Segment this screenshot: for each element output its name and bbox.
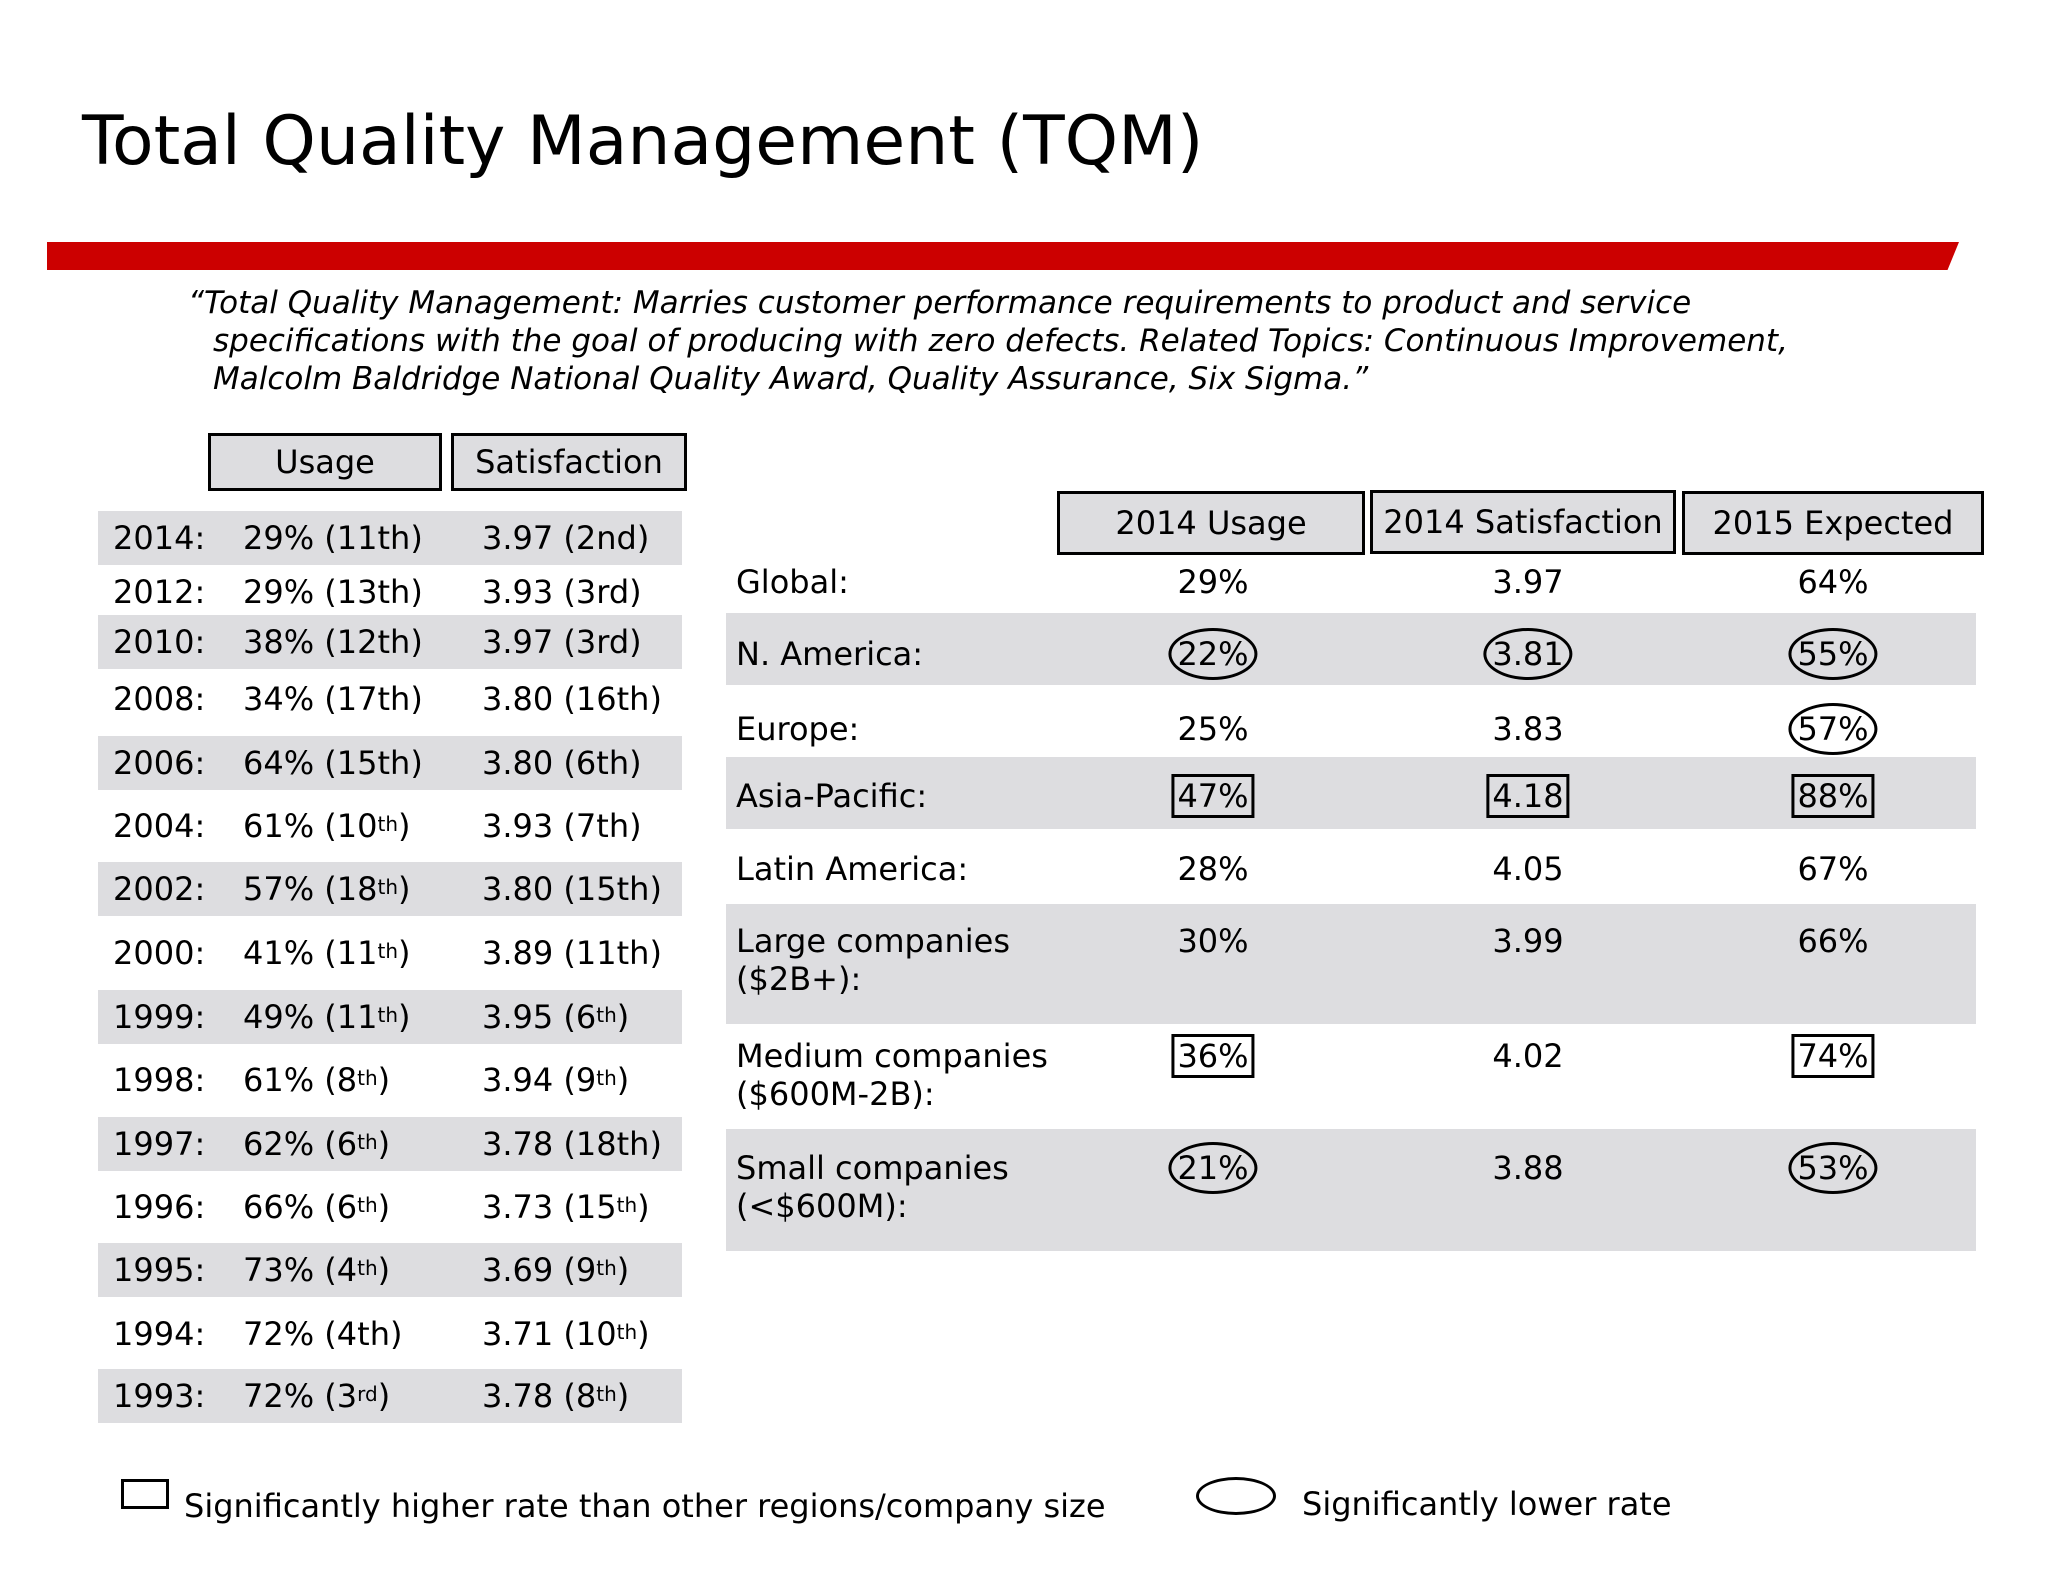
- history-usage: 61% (10th): [243, 807, 411, 845]
- region-label: Medium companies ($600M-2B):: [736, 1037, 1048, 1113]
- history-satisfaction: 3.93 (7th): [482, 807, 642, 845]
- quote-line: “Total Quality Management: Marries customer performance requirements to product and service: [188, 285, 1692, 321]
- region-usage-value: 22%: [1168, 635, 1257, 673]
- region-expected-value: 74%: [1791, 1037, 1874, 1075]
- history-year: 1993:: [113, 1377, 206, 1415]
- region-row: [726, 832, 1976, 902]
- region-label: Europe:: [736, 710, 860, 748]
- history-usage: 61% (8th): [243, 1061, 391, 1099]
- history-usage: 29% (13th): [243, 573, 423, 611]
- region-usage-value: 47%: [1171, 777, 1254, 815]
- region-satisfaction-value: 3.81: [1483, 635, 1572, 673]
- quote-line: specifications with the goal of producing with zero defects. Related Topics: Continuous Improvement,: [213, 323, 1788, 359]
- region-header-satisfaction: 2014 Satisfaction: [1370, 490, 1676, 554]
- region-expected-value: 55%: [1788, 635, 1877, 673]
- region-expected-value: 66%: [1797, 922, 1869, 960]
- region-expected-value: 64%: [1797, 563, 1869, 601]
- history-year: 2014:: [113, 519, 206, 557]
- region-row: [726, 613, 1976, 685]
- region-label: Small companies (<$600M):: [736, 1149, 1009, 1225]
- history-satisfaction: 3.80 (6th): [482, 744, 642, 782]
- history-row: [98, 926, 682, 980]
- region-satisfaction-value: 4.18: [1486, 777, 1569, 815]
- history-row: [98, 672, 682, 726]
- legend-oval-symbol: [1196, 1477, 1276, 1515]
- page-title: Total Quality Management (TQM): [82, 102, 1204, 181]
- history-row: [98, 1117, 682, 1171]
- history-year: 2010:: [113, 623, 206, 661]
- history-header-usage: Usage: [208, 433, 442, 491]
- history-satisfaction: 3.97 (3rd): [482, 623, 642, 661]
- history-usage: 29% (11th): [243, 519, 423, 557]
- history-row: [98, 1180, 682, 1234]
- history-usage: 34% (17th): [243, 680, 423, 718]
- region-satisfaction-value: 3.97: [1492, 563, 1564, 601]
- history-satisfaction: 3.80 (15th): [482, 870, 662, 908]
- quote-line: Malcolm Baldridge National Quality Award, Quality Assurance, Six Sigma.”: [213, 361, 1369, 397]
- region-expected-value: 57%: [1788, 710, 1877, 748]
- history-satisfaction: 3.73 (15th): [482, 1188, 650, 1226]
- history-satisfaction: 3.80 (16th): [482, 680, 662, 718]
- region-usage-value: 28%: [1177, 850, 1249, 888]
- legend-higher-label: Significantly higher rate than other regions/company size: [184, 1487, 1106, 1525]
- history-usage: 57% (18th): [243, 870, 411, 908]
- history-usage: 72% (4th): [243, 1315, 403, 1353]
- history-usage: 41% (11th): [243, 934, 411, 972]
- history-year: 2012:: [113, 573, 206, 611]
- history-row: [98, 511, 682, 565]
- history-row: [98, 799, 682, 853]
- history-row: [98, 990, 682, 1044]
- history-usage: 66% (6th): [243, 1188, 391, 1226]
- history-year: 2000:: [113, 934, 206, 972]
- region-row: [726, 904, 1976, 1024]
- region-satisfaction-value: 4.05: [1492, 850, 1564, 888]
- history-year: 1996:: [113, 1188, 206, 1226]
- history-year: 1999:: [113, 998, 206, 1036]
- region-row: [726, 757, 1976, 829]
- region-expected-value: 88%: [1791, 777, 1874, 815]
- legend-box-symbol: [121, 1479, 169, 1509]
- region-header-expected: 2015 Expected: [1682, 491, 1984, 555]
- region-label: Asia-Pacific:: [736, 777, 928, 815]
- history-satisfaction: 3.71 (10th): [482, 1315, 650, 1353]
- region-usage-value: 36%: [1171, 1037, 1254, 1075]
- history-satisfaction: 3.95 (6th): [482, 998, 630, 1036]
- history-usage: 49% (11th): [243, 998, 411, 1036]
- history-row: [98, 615, 682, 669]
- region-usage-value: 25%: [1177, 710, 1249, 748]
- history-year: 2004:: [113, 807, 206, 845]
- region-satisfaction-value: 3.99: [1492, 922, 1564, 960]
- history-satisfaction: 3.69 (9th): [482, 1251, 630, 1289]
- region-usage-value: 29%: [1177, 563, 1249, 601]
- history-satisfaction: 3.97 (2nd): [482, 519, 650, 557]
- region-satisfaction-value: 3.88: [1492, 1149, 1564, 1187]
- history-usage: 72% (3rd): [243, 1377, 391, 1415]
- history-row: [98, 862, 682, 916]
- region-header-usage: 2014 Usage: [1057, 491, 1365, 555]
- region-usage-value: 30%: [1177, 922, 1249, 960]
- region-expected-value: 53%: [1788, 1149, 1877, 1187]
- history-satisfaction: 3.94 (9th): [482, 1061, 630, 1099]
- region-label: Latin America:: [736, 850, 969, 888]
- region-row: [726, 1025, 1976, 1129]
- history-satisfaction: 3.89 (11th): [482, 934, 662, 972]
- history-usage: 38% (12th): [243, 623, 423, 661]
- history-row: [98, 736, 682, 790]
- history-year: 2002:: [113, 870, 206, 908]
- history-row: [98, 565, 682, 619]
- region-expected-value: 67%: [1797, 850, 1869, 888]
- history-year: 2006:: [113, 744, 206, 782]
- history-row: [98, 1243, 682, 1297]
- history-year: 1995:: [113, 1251, 206, 1289]
- history-satisfaction: 3.93 (3rd): [482, 573, 642, 611]
- history-usage: 64% (15th): [243, 744, 423, 782]
- region-row: [726, 555, 1976, 615]
- history-year: 1997:: [113, 1125, 206, 1163]
- history-year: 1994:: [113, 1315, 206, 1353]
- history-row: [98, 1053, 682, 1107]
- history-satisfaction: 3.78 (8th): [482, 1377, 630, 1415]
- region-label: Global:: [736, 563, 849, 601]
- history-year: 2008:: [113, 680, 206, 718]
- history-usage: 62% (6th): [243, 1125, 391, 1163]
- history-usage: 73% (4th): [243, 1251, 391, 1289]
- region-row: [726, 1129, 1976, 1251]
- history-row: [98, 1307, 682, 1361]
- history-satisfaction: 3.78 (18th): [482, 1125, 662, 1163]
- title-divider-bar: [47, 242, 1959, 270]
- history-row: [98, 1369, 682, 1423]
- region-label: Large companies ($2B+):: [736, 922, 1010, 998]
- history-header-satisfaction: Satisfaction: [451, 433, 687, 491]
- region-satisfaction-value: 3.83: [1492, 710, 1564, 748]
- region-row: [726, 690, 1976, 760]
- region-label: N. America:: [736, 635, 924, 673]
- region-satisfaction-value: 4.02: [1492, 1037, 1564, 1075]
- region-usage-value: 21%: [1168, 1149, 1257, 1187]
- legend-lower-label: Significantly lower rate: [1302, 1485, 1672, 1523]
- history-year: 1998:: [113, 1061, 206, 1099]
- definition-quote: [188, 284, 1888, 398]
